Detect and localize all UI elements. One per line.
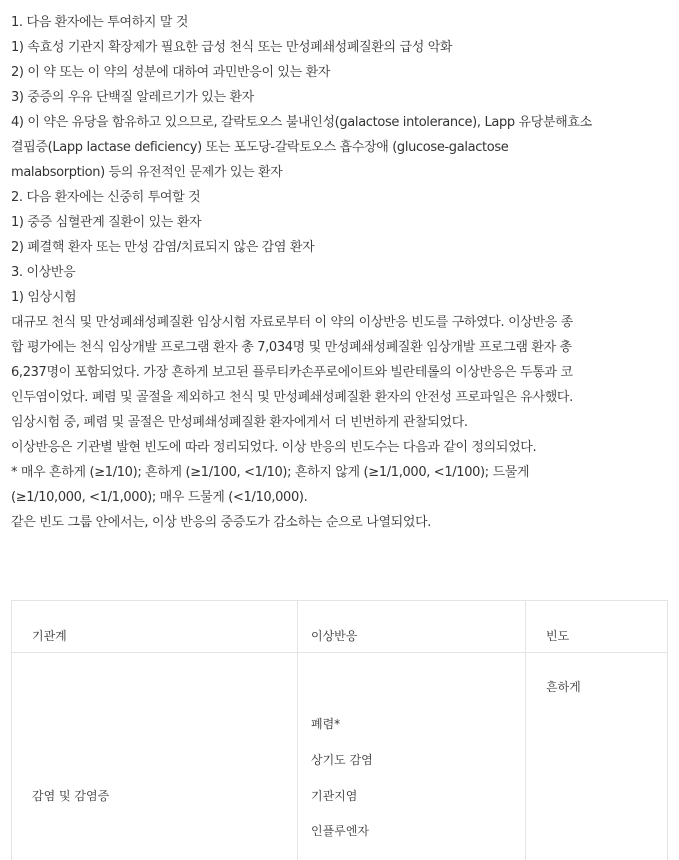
- table-header-row: [12, 601, 667, 653]
- cell-organ-system: 감염 및 감염증: [32, 789, 110, 803]
- column-divider: [297, 601, 298, 860]
- adverse-reactions-table: [11, 600, 668, 860]
- cell-reaction-item: 기관지염: [311, 789, 358, 803]
- cell-reaction-item: 폐렴*: [311, 717, 341, 731]
- frequency-definition-line: * 매우 흔하게 (≥1/10); 흔하게 (≥1/100, <1/10); 흔하지 않게 (≥1/1,000, <1/100); 드물게: [11, 465, 530, 480]
- cell-reaction-item: 인플루엔자: [311, 824, 369, 838]
- contraindication-item-4-line-2: 결핍증(Lapp lactase deficiency) 또는 포도당-갈락토오스 흡수장애 (glucose-galactose: [11, 140, 509, 155]
- section-1-heading: 1. 다음 환자에는 투여하지 말 것: [11, 15, 189, 30]
- column-divider: [525, 601, 526, 860]
- paragraph-line: 이상반응은 기관별 발현 빈도에 따라 정리되었다. 이상 반응의 빈도수는 다음과 같이 정의되었다.: [11, 440, 537, 455]
- header-frequency: 빈도: [546, 629, 570, 643]
- paragraph-line: 합 평가에는 천식 임상개발 프로그램 환자 총 7,034명 및 만성폐쇄성폐질환 임상개발 프로그램 환자 총: [11, 340, 572, 355]
- paragraph-line: 인두염이었다. 폐렴 및 골절을 제외하고 천식 및 만성폐쇄성폐질환 환자의 안전성 프로파일은 유사했다.: [11, 390, 573, 405]
- header-adverse-reaction: 이상반응: [311, 629, 358, 643]
- contraindication-item-3: 3) 중증의 우유 단백질 알레르기가 있는 환자: [11, 90, 254, 105]
- document-text: [11, 10, 673, 535]
- paragraph-line: 6,237명이 포함되었다. 가장 흔하게 보고된 플루티카손푸로에이트와 빌란테롤의 이상반응은 두통과 코: [11, 365, 573, 380]
- paragraph-line: 임상시험 중, 폐렴 및 골절은 만성폐쇄성폐질환 환자에게서 더 빈번하게 관찰되었다.: [11, 415, 468, 430]
- contraindication-item-4-line-3: malabsorption) 등의 유전적인 문제가 있는 환자: [11, 165, 283, 180]
- paragraph-line: 대규모 천식 및 만성폐쇄성폐질환 임상시험 자료로부터 이 약의 이상반응 빈도를 구하였다. 이상반응 종: [11, 315, 573, 330]
- header-organ-system: 기관계: [32, 629, 67, 643]
- frequency-definition-line: (≥1/10,000, <1/1,000); 매우 드물게 (<1/10,000).: [11, 490, 308, 505]
- section-3-heading: 3. 이상반응: [11, 265, 76, 280]
- contraindication-item-1: 1) 속효성 기관지 확장제가 필요한 급성 천식 또는 만성폐쇄성폐질환의 급성 악화: [11, 40, 453, 55]
- clinical-trial-subheading: 1) 임상시험: [11, 290, 77, 305]
- paragraph-line: 같은 빈도 그룹 안에서는, 이상 반응의 중증도가 감소하는 순으로 나열되었다.: [11, 515, 432, 530]
- caution-item-1: 1) 중증 심혈관계 질환이 있는 환자: [11, 215, 202, 230]
- cell-reaction-item: 상기도 감염: [311, 753, 373, 767]
- contraindication-item-4-line-1: 4) 이 약은 유당을 함유하고 있으므로, 갈락토오스 불내인성(galactose intolerance), Lapp 유당분해효소: [11, 115, 592, 130]
- contraindication-item-2: 2) 이 약 또는 이 약의 성분에 대하여 과민반응이 있는 환자: [11, 65, 331, 80]
- caution-item-2: 2) 폐결핵 환자 또는 만성 감염/치료되지 않은 감염 환자: [11, 240, 315, 255]
- cell-frequency: 흔하게: [546, 680, 581, 694]
- section-2-heading: 2. 다음 환자에는 신중히 투여할 것: [11, 190, 201, 205]
